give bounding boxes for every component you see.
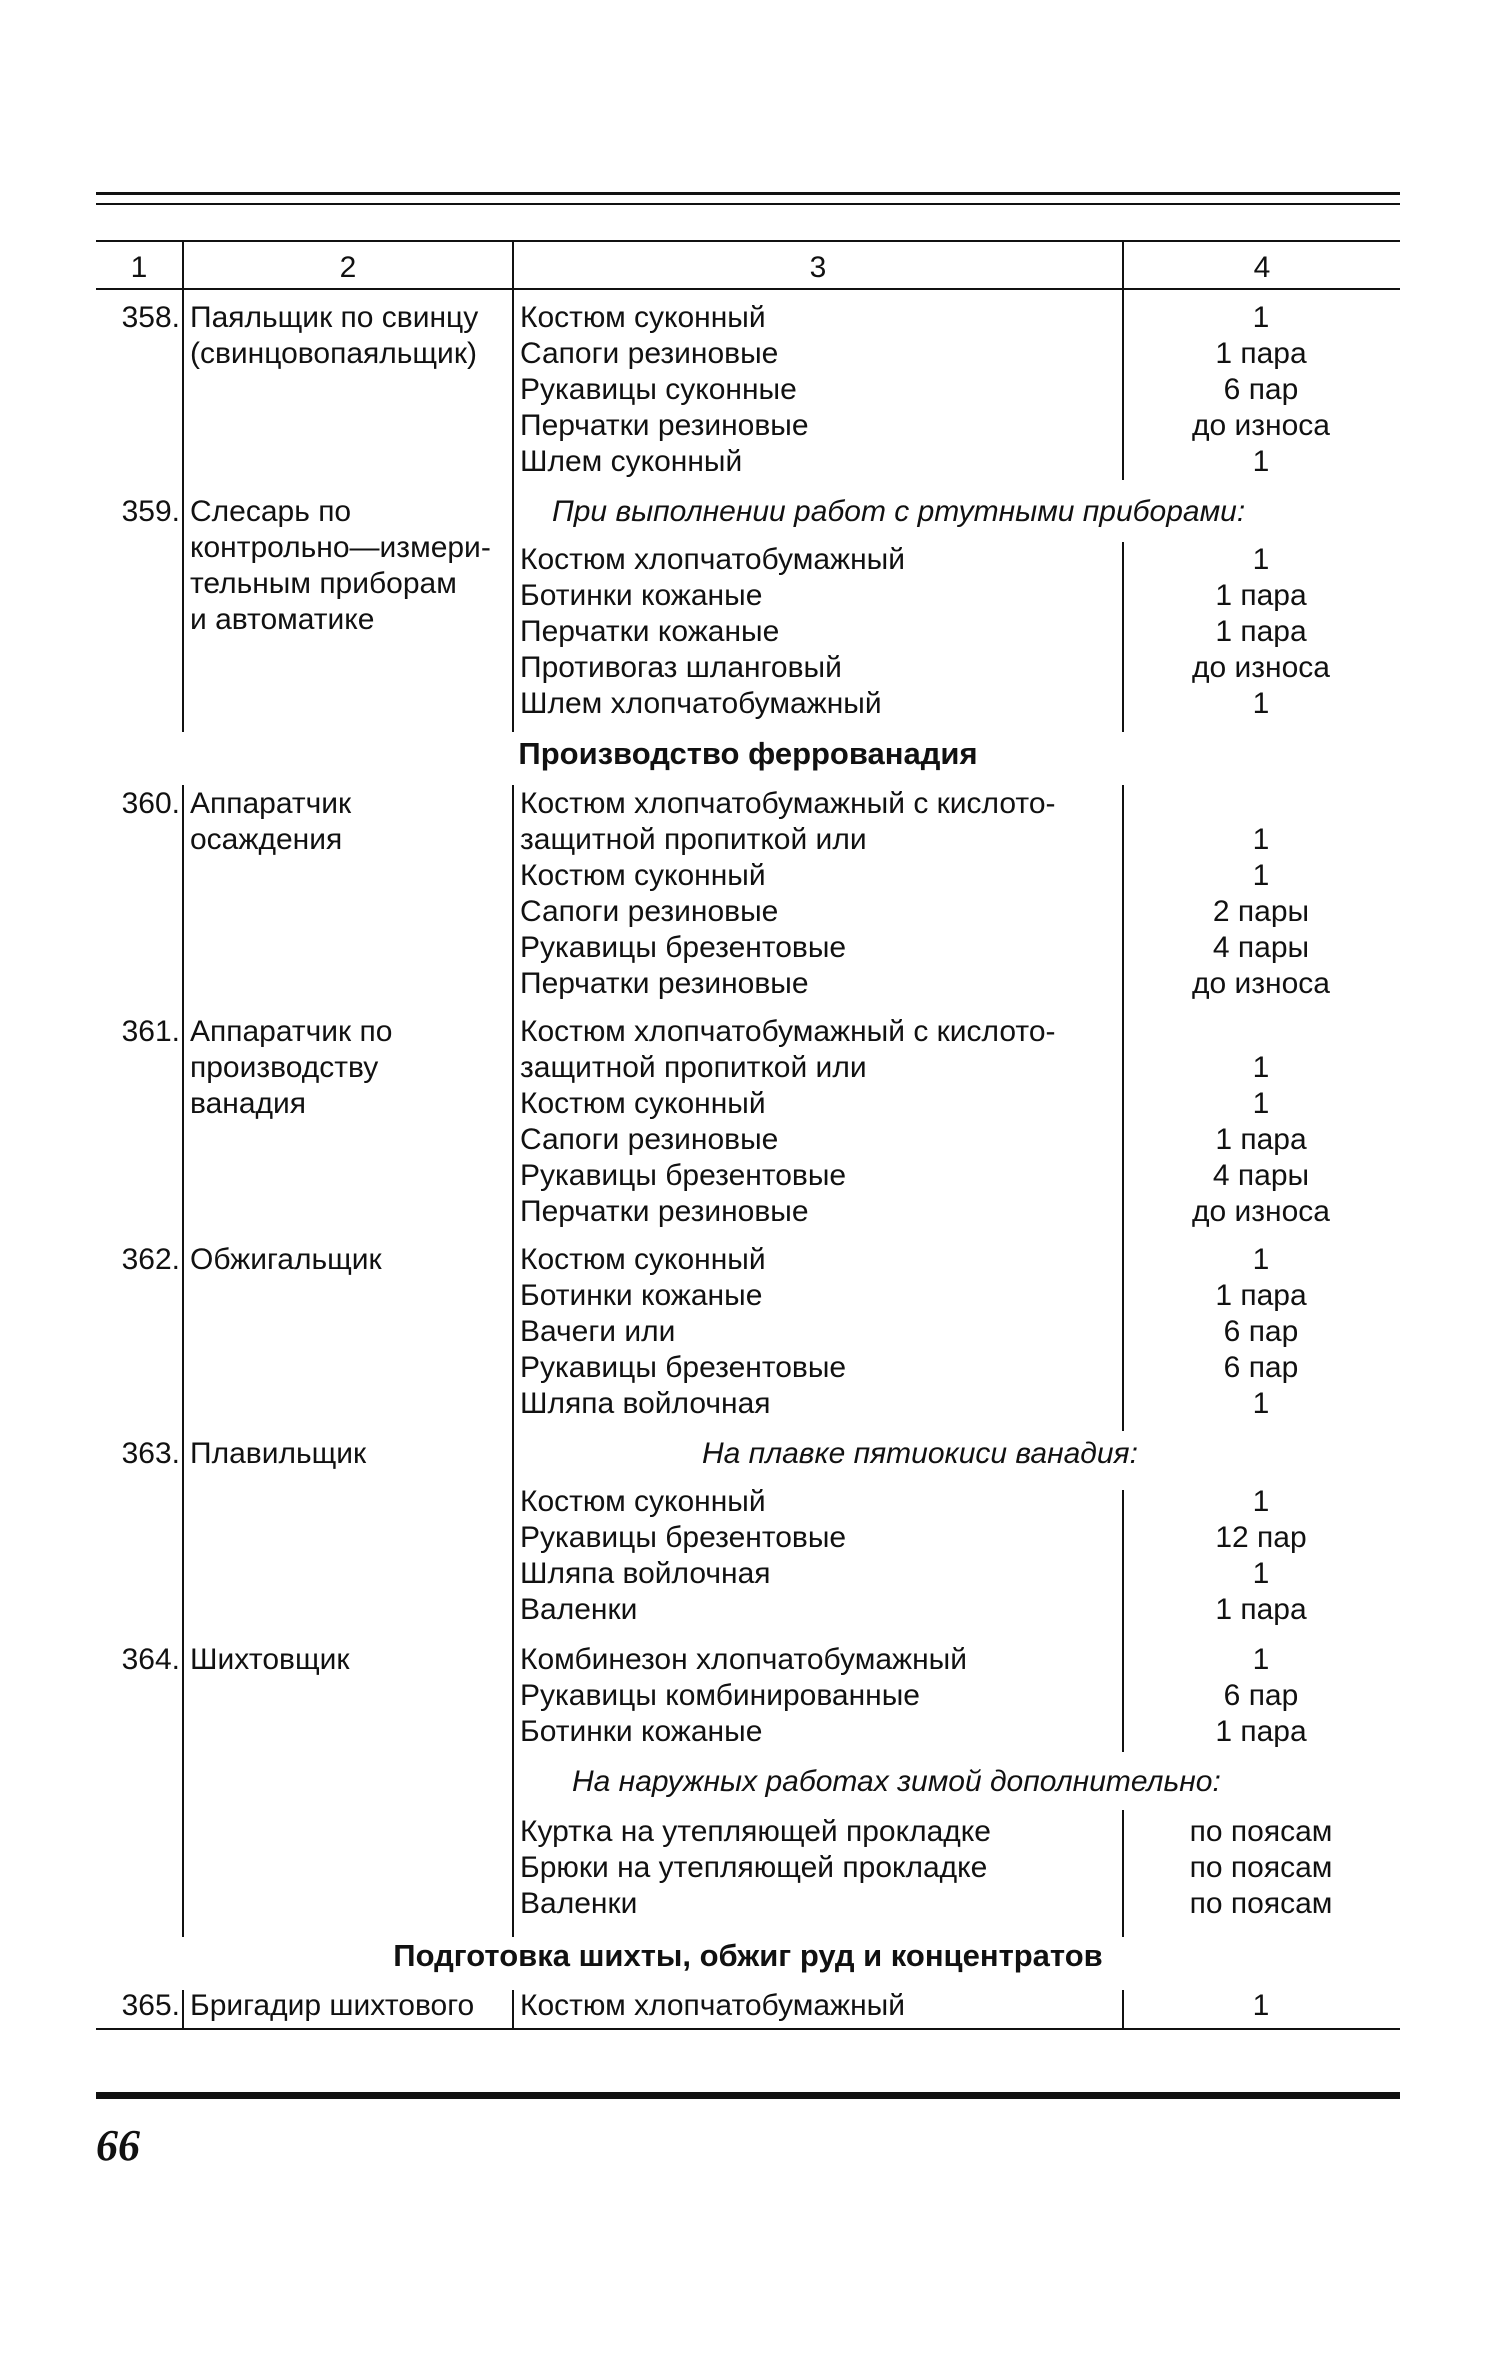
item-name: Шляпа войлочная xyxy=(520,1387,771,1420)
condition-note: При выполнении работ с ртутными приборами: xyxy=(552,495,1246,528)
item-name: Рукавицы суконные xyxy=(520,373,797,406)
row-number: 360. xyxy=(121,787,180,820)
header-top-line xyxy=(96,240,1400,242)
job-title-line: Обжигальщик xyxy=(190,1243,382,1276)
item-qty: 1 xyxy=(1252,1087,1270,1120)
item-name: Перчатки резиновые xyxy=(520,409,809,442)
item-qty: 2 пары xyxy=(1212,895,1310,928)
table-bottom-line xyxy=(96,2028,1400,2030)
item-name: Перчатки резиновые xyxy=(520,967,809,1000)
item-name: защитной пропиткой или xyxy=(520,823,867,856)
col-divider-3d xyxy=(1122,1490,1124,1752)
item-name: Перчатки кожаные xyxy=(520,615,780,648)
item-name: Костюм суконный xyxy=(520,301,766,334)
item-name: Костюм суконный xyxy=(520,1485,766,1518)
job-title-line: тельным приборам xyxy=(190,567,457,600)
item-qty: 1 пара xyxy=(1215,1715,1307,1748)
bottom-rule xyxy=(96,2092,1400,2099)
top-rule-thin xyxy=(96,203,1400,205)
job-title-line: производству xyxy=(190,1051,379,1084)
col-divider-3b xyxy=(1122,542,1124,732)
top-rule-thick xyxy=(96,192,1400,195)
item-name: Противогаз шланговый xyxy=(520,651,842,684)
header-col-3: 3 xyxy=(809,251,827,284)
item-qty: 1 xyxy=(1252,543,1270,576)
item-qty: 1 пара xyxy=(1215,615,1307,648)
job-title-line: Плавильщик xyxy=(190,1437,367,1470)
item-name: Вачеги или xyxy=(520,1315,676,1348)
item-name: Брюки на утепляющей прокладке xyxy=(520,1851,988,1884)
item-name: Сапоги резиновые xyxy=(520,337,779,370)
item-name: Сапоги резиновые xyxy=(520,895,779,928)
item-name: Костюм суконный xyxy=(520,859,766,892)
item-qty: до износа xyxy=(1192,409,1330,442)
item-name: Шляпа войлочная xyxy=(520,1557,771,1590)
item-name: Сапоги резиновые xyxy=(520,1123,779,1156)
row-number: 359. xyxy=(121,495,180,528)
row-number: 358. xyxy=(121,301,180,334)
item-qty: 1 xyxy=(1252,1051,1270,1084)
item-name: Рукавицы брезентовые xyxy=(520,1521,847,1554)
col-divider-2c xyxy=(512,1990,514,2028)
item-qty: 6 пар xyxy=(1223,373,1299,406)
item-name: Комбинезон хлопчатобумажный xyxy=(520,1643,967,1676)
item-qty: 1 xyxy=(1252,1387,1270,1420)
row-number: 362. xyxy=(121,1243,180,1276)
item-qty: 1 xyxy=(1252,859,1270,892)
item-name: Шлем суконный xyxy=(520,445,743,478)
header-col-4: 4 xyxy=(1253,251,1271,284)
item-name: Валенки xyxy=(520,1887,638,1920)
item-qty: 1 xyxy=(1252,1557,1270,1590)
item-name: Костюм хлопчатобумажный с кислото- xyxy=(520,1015,1056,1048)
item-name: Ботинки кожаные xyxy=(520,1715,763,1748)
job-title-line: Паяльщик по свинцу xyxy=(190,301,479,334)
col-divider-3f xyxy=(1122,1990,1124,2028)
item-name: защитной пропиткой или xyxy=(520,1051,867,1084)
row-number: 363. xyxy=(121,1437,180,1470)
job-title-line: Бригадир шихтового xyxy=(190,1989,475,2022)
item-qty: 1 xyxy=(1252,1643,1270,1676)
item-qty: 1 xyxy=(1252,445,1270,478)
item-qty: 4 пары xyxy=(1212,931,1310,964)
job-title-line: Аппаратчик xyxy=(190,787,352,820)
col-divider-2a xyxy=(512,240,514,732)
condition-note: На плавке пятиокиси ванадия: xyxy=(702,1437,1138,1470)
item-qty: 1 xyxy=(1252,687,1270,720)
item-qty: до износа xyxy=(1192,651,1330,684)
item-qty: до износа xyxy=(1192,1195,1330,1228)
item-name: Ботинки кожаные xyxy=(520,579,763,612)
job-title-line: и автоматике xyxy=(190,603,375,636)
item-qty: по поясам xyxy=(1189,1815,1333,1848)
item-qty: по поясам xyxy=(1189,1887,1333,1920)
item-qty: 4 пары xyxy=(1212,1159,1310,1192)
item-name: Ботинки кожаные xyxy=(520,1279,763,1312)
job-title-line: осаждения xyxy=(190,823,343,856)
item-name: Куртка на утепляющей прокладке xyxy=(520,1815,991,1848)
item-name: Костюм хлопчатобумажный xyxy=(520,543,905,576)
row-number: 364. xyxy=(121,1643,180,1676)
item-name: Рукавицы брезентовые xyxy=(520,1159,847,1192)
item-name: Рукавицы комбинированные xyxy=(520,1679,920,1712)
job-title-line: ванадия xyxy=(190,1087,307,1120)
item-qty: 6 пар xyxy=(1223,1679,1299,1712)
row-number: 361. xyxy=(121,1015,180,1048)
item-qty: 1 пара xyxy=(1215,337,1307,370)
item-name: Валенки xyxy=(520,1593,638,1626)
item-qty: 12 пар xyxy=(1215,1521,1307,1554)
header-bottom-line xyxy=(96,288,1400,290)
item-qty: 1 пара xyxy=(1215,1123,1307,1156)
section-heading: Производство феррованадия xyxy=(518,736,978,771)
item-name: Рукавицы брезентовые xyxy=(520,1351,847,1384)
col-divider-3e xyxy=(1122,1810,1124,1937)
job-title-line: Аппаратчик по xyxy=(190,1015,393,1048)
item-qty: 1 xyxy=(1252,1243,1270,1276)
row-number: 365. xyxy=(121,1989,180,2022)
col-divider-1b xyxy=(182,785,184,1937)
job-title-line: (свинцовопаяльщик) xyxy=(190,337,477,370)
job-title-line: Слесарь по xyxy=(190,495,352,528)
item-name: Костюм суконный xyxy=(520,1087,766,1120)
item-qty: 1 xyxy=(1252,301,1270,334)
item-qty: 6 пар xyxy=(1223,1351,1299,1384)
item-name: Шлем хлопчатобумажный xyxy=(520,687,882,720)
item-qty: 1 пара xyxy=(1215,1279,1307,1312)
condition-note: На наружных работах зимой дополнительно: xyxy=(572,1765,1221,1798)
item-qty: 1 xyxy=(1252,823,1270,856)
item-qty: 1 xyxy=(1252,1485,1270,1518)
header-col-2: 2 xyxy=(339,251,357,284)
job-title-line: Шихтовщик xyxy=(190,1643,350,1676)
item-name: Рукавицы брезентовые xyxy=(520,931,847,964)
item-qty: 1 xyxy=(1252,1989,1270,2022)
item-name: Перчатки резиновые xyxy=(520,1195,809,1228)
col-divider-1c xyxy=(182,1990,184,2028)
item-name: Костюм суконный xyxy=(520,1243,766,1276)
header-col-1: 1 xyxy=(130,251,148,284)
page-number: 66 xyxy=(96,2121,140,2170)
item-name: Костюм хлопчатобумажный с кислото- xyxy=(520,787,1056,820)
item-qty: по поясам xyxy=(1189,1851,1333,1884)
section-heading: Подготовка шихты, обжиг руд и концентратов xyxy=(393,1938,1103,1973)
col-divider-1a xyxy=(182,240,184,732)
item-qty: 6 пар xyxy=(1223,1315,1299,1348)
item-name: Костюм хлопчатобумажный xyxy=(520,1989,905,2022)
item-qty: до износа xyxy=(1192,967,1330,1000)
job-title-line: контрольно—измери- xyxy=(190,531,491,564)
item-qty: 1 пара xyxy=(1215,1593,1307,1626)
col-divider-2b xyxy=(512,785,514,1937)
item-qty: 1 пара xyxy=(1215,579,1307,612)
col-divider-3c xyxy=(1122,785,1124,1431)
